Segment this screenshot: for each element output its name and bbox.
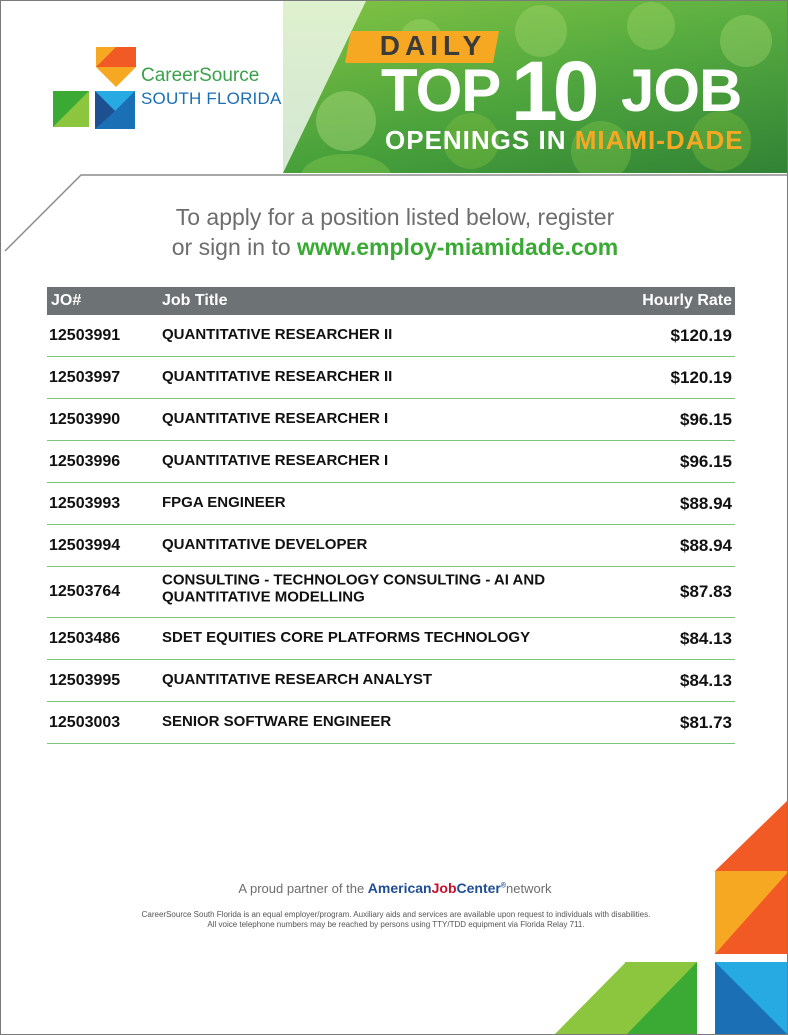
apply-line-2 — [1, 232, 788, 262]
banner-top: TOP — [381, 57, 501, 124]
ajc-center: Center — [456, 880, 501, 896]
job-title: QUANTITATIVE RESEARCH ANALYST — [162, 670, 433, 688]
header-hourly-rate: Hourly Rate — [642, 292, 732, 309]
hourly-rate: $96.15 — [680, 409, 732, 429]
hourly-rate: $87.83 — [680, 582, 732, 601]
job-order-number: 12503991 — [49, 326, 121, 344]
careersource-logo — [51, 43, 291, 133]
logo-mark-icon — [51, 43, 141, 133]
hourly-rate: $81.73 — [680, 712, 732, 732]
job-openings-table — [47, 287, 735, 744]
ajc-job: Job — [431, 880, 457, 896]
job-title: QUANTITATIVE DEVELOPER — [162, 535, 368, 553]
hourly-rate: $96.15 — [680, 451, 732, 471]
americanjobcenter-logo — [368, 880, 506, 896]
banner-subtitle-accent: MIAMI-DADE — [574, 125, 744, 155]
job-title: CONSULTING - TECHNOLOGY CONSULTING - AI AND QUANTITATIVE MODELLING — [162, 571, 546, 606]
table-row — [47, 702, 735, 744]
job-order-number: 12503764 — [49, 583, 121, 600]
disclaimer — [101, 910, 691, 930]
header-job-title: Job Title — [162, 292, 228, 309]
job-title: SDET EQUITIES CORE PLATFORMS TECHNOLOGY — [162, 628, 531, 646]
hourly-rate: $84.13 — [680, 670, 732, 690]
table-row — [47, 567, 735, 618]
banner-job: JOB — [621, 57, 742, 124]
table-row — [47, 618, 735, 660]
job-order-number: 12503990 — [49, 410, 121, 428]
apply-url-link[interactable]: www.employ-miamidade.com — [297, 234, 619, 260]
job-order-number: 12503486 — [49, 629, 121, 647]
job-title: QUANTITATIVE RESEARCHER I — [162, 409, 389, 427]
job-title: QUANTITATIVE RESEARCHER I — [162, 451, 389, 469]
job-title: FPGA ENGINEER — [162, 493, 286, 511]
partner-prefix: A proud partner of the — [238, 881, 368, 896]
job-order-number: 12503997 — [49, 368, 121, 386]
apply-line-2-prefix: or sign in to — [171, 234, 298, 260]
banner-ten: 10 — [511, 44, 595, 138]
partner-suffix: network — [506, 881, 552, 896]
partner-line — [1, 880, 788, 896]
job-order-number: 12503003 — [49, 713, 121, 731]
disclaimer-line-2: All voice telephone numbers may be reached by persons using TTY/TDD equipment via Florida Relay 711. — [207, 920, 585, 929]
apply-line-1: To apply for a position listed below, register — [175, 204, 615, 230]
header-jo: JO# — [51, 292, 82, 309]
disclaimer-line-1: CareerSource South Florida is an equal employer/program. Auxiliary aids and services are available upon request to individuals with disabilities. — [141, 910, 651, 919]
hourly-rate: $120.19 — [670, 367, 732, 387]
job-order-number: 12503995 — [49, 671, 121, 689]
logo-text-careersource: CareerSource — [141, 65, 260, 86]
ajc-registered-mark: ® — [500, 882, 507, 890]
hourly-rate: $120.19 — [670, 325, 732, 345]
table-row — [47, 357, 735, 399]
apply-instructions — [1, 202, 788, 262]
job-title: QUANTITATIVE RESEARCHER II — [162, 325, 393, 343]
logo-text-south-florida: SOUTH FLORIDA — [141, 89, 282, 108]
hourly-rate: $84.13 — [680, 628, 732, 648]
banner-daily: DAILY — [379, 30, 487, 61]
job-order-number: 12503993 — [49, 494, 121, 512]
banner-subtitle — [385, 125, 744, 156]
job-order-number: 12503996 — [49, 452, 121, 470]
hourly-rate: $88.94 — [680, 535, 732, 555]
job-order-number: 12503994 — [49, 536, 121, 554]
table-row — [47, 441, 735, 483]
table-row — [47, 483, 735, 525]
banner-subtitle-white: OPENINGS IN — [385, 125, 575, 155]
table-header — [47, 287, 735, 315]
ajc-american: American — [367, 880, 432, 896]
table-row — [47, 525, 735, 567]
job-title: SENIOR SOFTWARE ENGINEER — [162, 712, 392, 730]
table-row — [47, 660, 735, 702]
table-row — [47, 315, 735, 357]
job-title: QUANTITATIVE RESEARCHER II — [162, 367, 393, 385]
table-row — [47, 399, 735, 441]
hourly-rate: $88.94 — [680, 493, 732, 513]
